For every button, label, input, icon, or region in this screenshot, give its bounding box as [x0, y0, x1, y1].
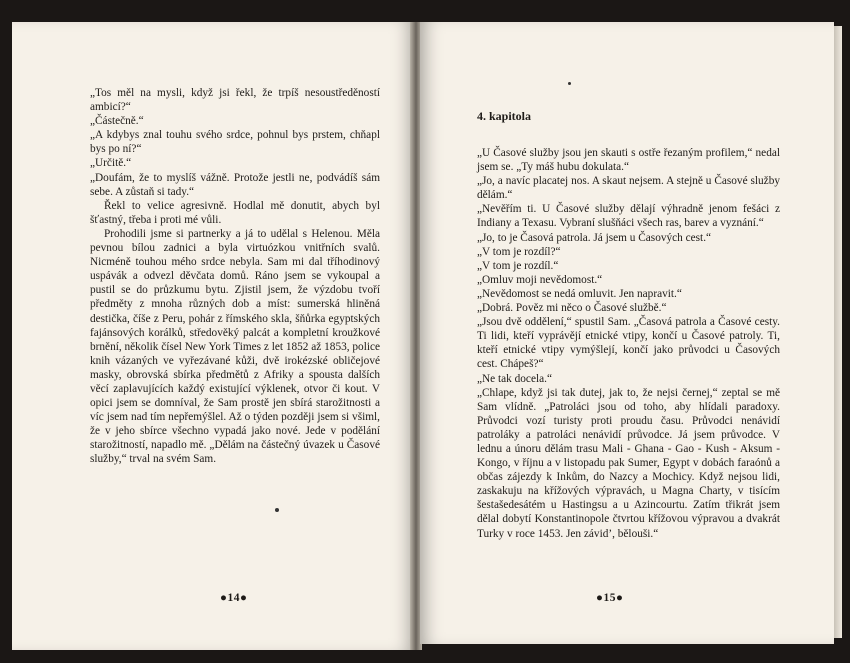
folio-bullet-icon: ● — [615, 592, 624, 604]
paragraph: „Tos měl na mysli, když jsi řekl, že trpíš nesoustředěností ambicí?“ — [90, 87, 380, 114]
chapter-title: 4. kapitola — [477, 109, 532, 123]
paragraph: „Částečně.“ — [90, 115, 144, 128]
paragraph: „Doufám, že to myslíš vážně. Protože jestli ne, podvádíš sám sebe. A zůstaň si tady.“ — [90, 171, 380, 198]
folio-bullet-icon: ● — [239, 592, 248, 604]
left-page-text — [90, 86, 380, 467]
left-folio-value: 14 — [227, 592, 240, 604]
left-page — [12, 22, 412, 650]
right-folio-value: 15 — [603, 592, 616, 604]
paragraph: „U Časové služby jsou jen skauti s ostře řezaným profilem,“ nedal jsem se. „Ty máš hubu dokulata.“ — [477, 147, 780, 174]
paragraph: „V tom je rozdíl?“ — [477, 245, 561, 258]
paragraph: „Nevěřím ti. U Časové služby dělají výhradně jenom fešáci z Indiany a Texasu. Vybraní slušňáci všech ras, barev a vyznání.“ — [477, 203, 780, 230]
paragraph: Řekl to velice agresivně. Hodlal mě donutit, abych byl šťastný, třeba i proti mé vůli. — [90, 199, 380, 226]
ink-speck — [568, 82, 571, 85]
page-edges — [834, 26, 842, 638]
right-page — [420, 22, 834, 644]
right-page-text — [477, 146, 780, 541]
left-page-number — [220, 592, 247, 604]
paragraph: „Nevědomost se nedá omluvit. Jen napravit.“ — [477, 287, 682, 300]
paragraph: „Určitě.“ — [90, 157, 132, 170]
right-page-number — [596, 592, 623, 604]
paragraph: „Jsou dvě oddělení,“ spustil Sam. „Časová patrola a Časové cesty. Ti lidi, kteří vyprávějí etnické vtipy, končí u Časové patroly. Ti, kteří etnické vtipy vymýšlejí, končí jako průvodci u Časových cest. Chápeš?“ — [477, 316, 780, 371]
paragraph: „Jo, a navíc placatej nos. A skaut nejsem. A stejně u Časové služby dělám.“ — [477, 175, 780, 202]
paragraph: „Omluv moji nevědomost.“ — [477, 273, 603, 286]
paragraph: „A kdybys znal touhu svého srdce, pohnul bys prstem, chňapl bys po ní?“ — [90, 129, 380, 156]
ink-speck — [275, 508, 279, 512]
paragraph: „Jo, to je Časová patrola. Já jsem u Časových cest.“ — [477, 231, 712, 244]
paragraph: „Ne tak docela.“ — [477, 372, 552, 385]
folio-bullet-icon: ● — [596, 592, 604, 604]
paragraph: „Dobrá. Pověz mi něco o Časové službě.“ — [477, 302, 667, 315]
paragraph: Prohodili jsme si partnerky a já to udělal s Helenou. Měla pevnou bílou zadnici a byla virtuózkou vnitřních svalů. Nicméně touhou mého srdce nebyla. Sam mi dal tříhodinový uspávák a odvezl děvčata domů. Ráno jsem se vykoupal a pustil se do průzkumu bytu. Zjistil jsem, že výzdobu tvoří předměty z mnoha různých dob a míst: sumerská hliněná destička, číše z Peru, pohár z římského skla, šňůrka egyptských fajánsových korálků, středověký palcát a kompletní kroužkové brnění, několik čísel New York Times z let 1852 až 1853, police knih vázaných ve vyřezávané kůži, dvě irokézské obličejové masky, obrovská sbírka předmětů z Afriky a spousta dalších věcí zaplavujících každý existující výklenek, otvor či kout. V opici jsem se domníval, že Sam prostě jen sbírá starožitnosti a víc jsem nad tím nepřemýšlel. Až o týden později jsem si všiml, že v jeho sbírce všechno vypadá jako nové. Jede v podělání starožitností, napadlo mě. „Dělám na částečný úvazek u Časové služby,“ trval na svém Sam. — [90, 227, 380, 466]
paragraph: „V tom je rozdíl.“ — [477, 259, 559, 272]
paragraph: „Chlape, když jsi tak dutej, jak to, že nejsi černej,“ zeptal se mě Sam vlídně. „Patroláci jsou od toho, aby hlídali paradoxy. Průvodci vozí turisty proti proudu času. Průvodci nenávidí patroláky a patroláci nenávidí průvodce. Já jsem průvodce. V lednu a únoru dělám trasu Mali - Ghana - Gao - Kush - Aksum - Kongo, v říjnu a v listopadu pak Sumer, Egypt v dobách faraónů a občas zájezdy k Inkům, do Nazcy a Mochicy. Když nejsou lidi, zaskakuju na křížových výpravách, u Magna Charty, v tisícím šestašedesátém u Hastingsu a u Azincourtu. Zatím třikrát jsem dělal dobytí Konstantinopole čtvrtou křížovou výpravou a dvakrát Turky v roce 1453. Jen závid’, bělouši.“ — [477, 386, 780, 540]
folio-bullet-icon: ● — [220, 592, 228, 604]
